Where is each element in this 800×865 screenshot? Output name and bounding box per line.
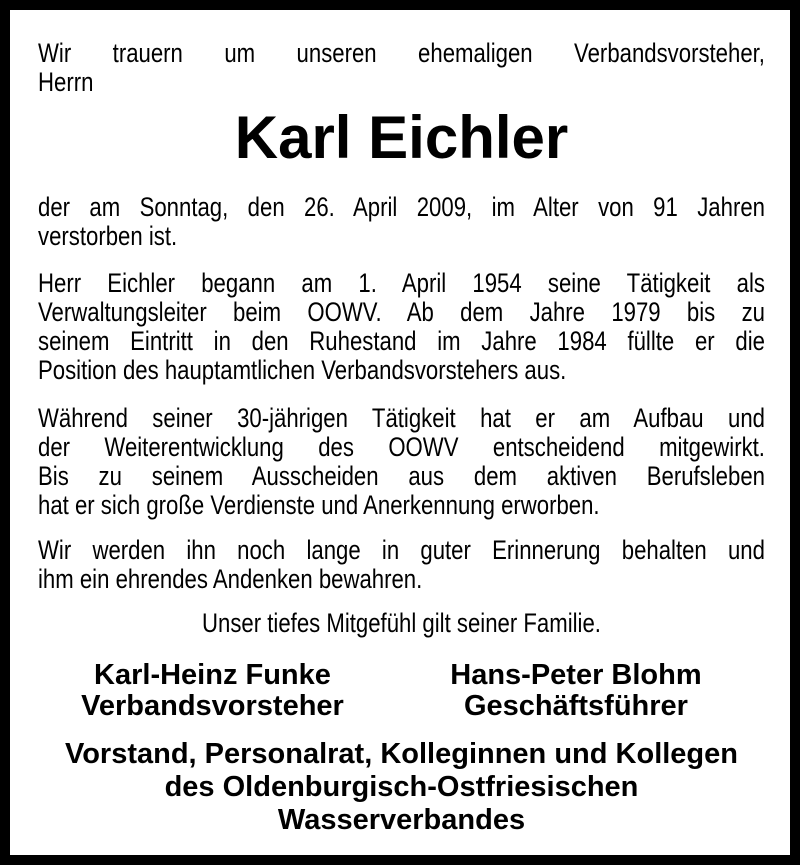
death-date-line: verstorben ist. [38,221,178,251]
intro-line: Wir trauern um unseren ehemaligen Verbandsvorsteher, [38,38,765,68]
intro-line: Herrn [38,67,94,97]
paragraph-line: Wir werden ihn noch lange in guter Erinnerung behalten und [38,535,765,565]
remembrance-paragraph [38,536,765,594]
career-paragraph [38,269,765,385]
signatory-right [387,660,765,722]
signatures-row [38,660,765,722]
paragraph-line: ihm ein ehrendes Andenken bewahren. [38,564,423,594]
paragraph-line: Herr Eichler begann am 1. April 1954 seine Tätigkeit als [38,268,765,298]
condolence-block [38,609,765,638]
death-date-line: der am Sonntag, den 26. April 2009, im Alter von 91 Jahren [38,192,765,222]
paragraph-line: der Weiterentwicklung des OOWV entscheidend mitgewirkt. [38,432,765,462]
signatory-name: Karl-Heinz Funke [94,659,331,691]
signatory-name: Hans-Peter Blohm [450,659,702,691]
paragraph-line: Verwaltungsleiter beim OOWV. Ab dem Jahre 1979 bis zu [38,297,765,327]
death-date-block [38,193,765,251]
signatory-left [38,660,387,722]
merits-paragraph [38,404,765,520]
organization-line: Vorstand, Personalrat, Kolleginnen und Kollegen [65,738,738,770]
deceased-name: Karl Eichler [234,104,569,171]
paragraph-line: seinem Eintritt in den Ruhestand im Jahre 1984 füllte er die [38,326,765,356]
obituary-notice [10,10,790,837]
paragraph-line: Position des hauptamtlichen Verbandsvorstehers aus. [38,355,567,385]
organization-line: Wasserverbandes [277,804,526,836]
signatory-role: Geschäftsführer [463,690,688,722]
organization-block [38,738,765,837]
organization-line: des Oldenburgisch-Ostfriesischen [164,771,639,803]
paragraph-line: Während seiner 30-jährigen Tätigkeit hat er am Aufbau und [38,403,765,433]
paragraph-line: hat er sich große Verdienste und Anerkennung erworben. [38,490,600,520]
condolence-line: Unser tiefes Mitgefühl gilt seiner Familie. [202,608,601,638]
signatory-role: Verbandsvorsteher [81,690,344,722]
paragraph-line: Bis zu seinem Ausscheiden aus dem aktiven Berufsleben [38,461,765,491]
intro-block [38,39,765,97]
